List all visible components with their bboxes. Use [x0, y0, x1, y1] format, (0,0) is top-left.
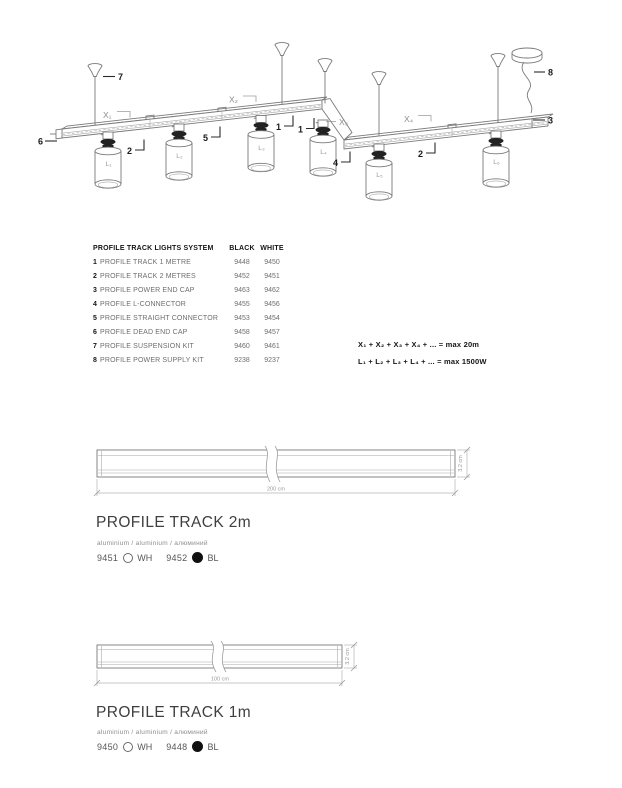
- code-white: 9462: [264, 286, 280, 294]
- light-label-1: L₁: [105, 161, 112, 168]
- svg-text:5: 5: [203, 133, 209, 143]
- callout-2-right: [418, 143, 435, 160]
- callout-8: [534, 68, 553, 78]
- table-row: 5 PROFILE STRAIGHT CONNECTOR 9453 9454: [93, 311, 293, 325]
- item-name: PROFILE STRAIGHT CONNECTOR: [100, 314, 219, 322]
- length-label: 200 cm: [266, 486, 286, 493]
- code-number: 9450: [97, 741, 119, 752]
- callout-1-a: [276, 116, 293, 133]
- code-black: 9458: [234, 328, 250, 336]
- x-label-2: [229, 95, 256, 105]
- product-title-2m: PROFILE TRACK 2m: [96, 514, 252, 531]
- height-label: 3.2 cm: [458, 455, 464, 472]
- product-codes-1m: [97, 741, 218, 752]
- callout-2-left: [127, 140, 144, 157]
- height-dimension: [344, 642, 357, 671]
- code-black: 9448: [234, 258, 250, 266]
- x-label-1: [103, 110, 130, 120]
- callout-7: [103, 72, 123, 82]
- svg-text:1: 1: [298, 124, 304, 135]
- table-row: 6 PROFILE DEAD END CAP 9458 9457: [93, 325, 293, 339]
- table-row: 1 PROFILE TRACK 1 METRE 9448 9450: [93, 255, 293, 269]
- power-cable: [522, 62, 532, 113]
- svg-text:6: 6: [38, 136, 44, 147]
- suspension-kit-3: [318, 59, 332, 104]
- table-row: 3 PROFILE POWER END CAP 9463 9462: [93, 283, 293, 297]
- table-title: PROFILE TRACK LIGHTS SYSTEM: [93, 244, 214, 252]
- track-2m-drawing: [0, 443, 622, 505]
- variant-label: BL: [207, 741, 219, 752]
- light-label-3: L₃: [258, 145, 265, 152]
- svg-text:X₁: X₁: [103, 110, 112, 120]
- item-name: PROFILE POWER SUPPLY KIT: [100, 356, 204, 364]
- item-name: PROFILE TRACK 1 METRE: [100, 258, 191, 266]
- black-variant-swatch: [192, 552, 203, 563]
- light-label-5: L₅: [376, 172, 383, 179]
- x-label-4: [404, 114, 431, 124]
- product-materials-2m: aluminium / aluminium / алюминий: [97, 540, 208, 547]
- code-white: 9451: [264, 272, 280, 280]
- suspension-kit-2: [275, 43, 289, 105]
- table-row: 7 PROFILE SUSPENSION KIT 9460 9461: [93, 339, 293, 353]
- spec-table: [93, 241, 293, 367]
- spec-table-header: [93, 241, 293, 255]
- code-white: 9454: [264, 314, 280, 322]
- svg-text:8: 8: [548, 67, 554, 78]
- item-name: PROFILE SUSPENSION KIT: [100, 342, 194, 350]
- code-number: 9451: [97, 552, 119, 563]
- column-header-black: BLACK: [229, 244, 255, 252]
- code-black: 9453: [234, 314, 250, 322]
- track-left-run: [50, 94, 327, 139]
- svg-text:2: 2: [418, 149, 424, 159]
- product-materials-1m: aluminium / aluminium / алюминий: [97, 729, 208, 736]
- formula-max-length: X₁ + X₂ + X₃ + X₄ + ... = max 20m: [358, 340, 480, 349]
- power-supply-kit: [512, 48, 542, 113]
- white-variant-swatch: [123, 553, 133, 563]
- code-black: 9452: [234, 272, 250, 280]
- light-fixture-3: [248, 116, 274, 172]
- capacity-formulas: [358, 337, 487, 370]
- suspension-kit-4: [372, 72, 386, 136]
- code-black: 9463: [234, 286, 250, 294]
- code-white: 9461: [264, 342, 280, 350]
- height-dimension: [457, 447, 470, 480]
- black-variant-swatch: [192, 741, 203, 752]
- light-label-2: L₂: [176, 153, 183, 160]
- length-label: 100 cm: [210, 676, 230, 683]
- variant-label: WH: [137, 552, 153, 563]
- callout-5: [203, 127, 220, 144]
- white-variant-swatch: [123, 742, 133, 752]
- code-black: 9455: [234, 300, 250, 308]
- code-number: 9448: [166, 741, 188, 752]
- suspension-kit-5: [491, 54, 505, 123]
- svg-text:1: 1: [276, 122, 282, 132]
- column-header-white: WHITE: [260, 244, 284, 252]
- svg-text:X₃: X₃: [339, 117, 349, 127]
- item-name: PROFILE L-CONNECTOR: [100, 300, 187, 308]
- variant-label: BL: [207, 552, 219, 563]
- svg-text:3: 3: [548, 115, 554, 126]
- length-dimension: [94, 670, 345, 686]
- callout-1-b: [298, 118, 314, 135]
- formula-max-power: L₁ + L₂ + L₃ + L₄ + ... = max 1500W: [358, 356, 487, 366]
- table-row: 2 PROFILE TRACK 2 METRES 9452 9451: [93, 269, 293, 283]
- svg-text:4: 4: [333, 158, 339, 168]
- product-title-1m: PROFILE TRACK 1m: [96, 704, 252, 721]
- code-black: 9460: [234, 342, 250, 350]
- dead-end-cap: [56, 129, 62, 139]
- code-white: 9237: [264, 356, 280, 364]
- product-codes-2m: [97, 552, 218, 563]
- code-white: 9456: [264, 300, 280, 308]
- variant-label: WH: [137, 741, 153, 752]
- code-black: 9238: [234, 356, 250, 364]
- svg-text:X₂: X₂: [229, 94, 238, 105]
- item-name: PROFILE POWER END CAP: [100, 286, 195, 294]
- system-diagram: [0, 0, 622, 235]
- item-name: PROFILE DEAD END CAP: [100, 328, 188, 336]
- track-1m-drawing: [0, 638, 622, 692]
- code-white: 9450: [264, 258, 280, 266]
- svg-text:7: 7: [118, 72, 124, 82]
- callout-6: [38, 137, 57, 147]
- suspension-kit-1: [88, 64, 102, 126]
- light-label-4: L₄: [320, 149, 327, 156]
- table-row: 4 PROFILE L-CONNECTOR 9455 9456: [93, 297, 293, 311]
- svg-text:2: 2: [127, 146, 133, 156]
- height-label: 3.2 cm: [345, 648, 351, 665]
- item-name: PROFILE TRACK 2 METRES: [100, 272, 196, 280]
- svg-text:X₄: X₄: [404, 114, 414, 124]
- table-row: 8 PROFILE POWER SUPPLY KIT 9238 9237: [93, 353, 293, 367]
- code-number: 9452: [166, 552, 188, 563]
- light-label-6: L₆: [493, 159, 500, 166]
- code-white: 9457: [264, 328, 280, 336]
